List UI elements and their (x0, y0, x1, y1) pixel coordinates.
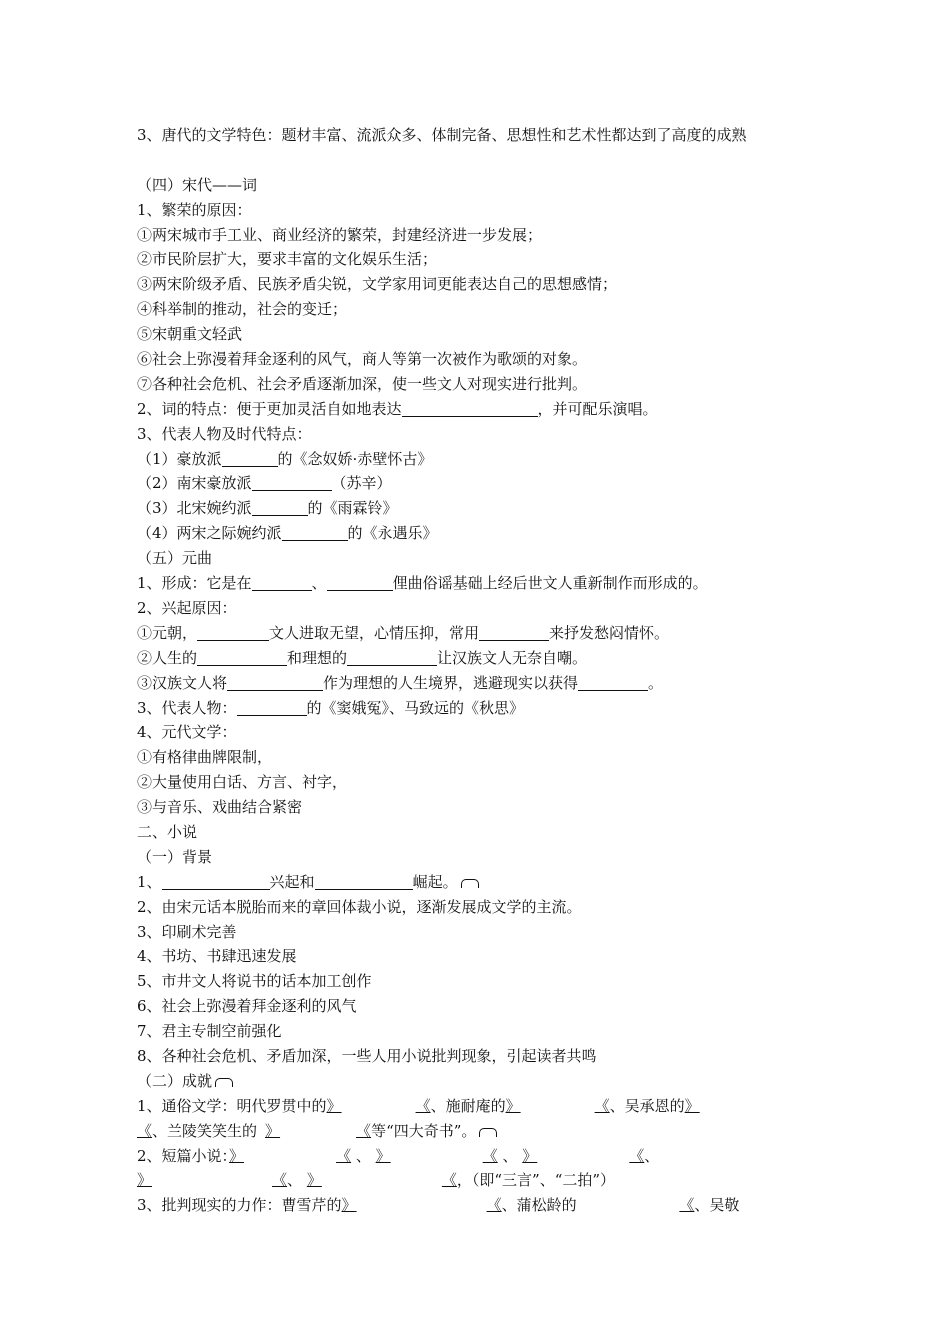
list-item: ①两宋城市手工业、商业经济的繁荣，封建经济进一步发展； (137, 225, 543, 244)
fill-blank[interactable] (237, 699, 307, 716)
text-line: 4、元代文学： (137, 723, 237, 742)
list-item: ④科举制的推动，社会的变迁； (137, 300, 348, 319)
book-title-blank-end[interactable]: 《 (137, 1121, 153, 1140)
book-title-blank[interactable]: 》 (684, 1096, 700, 1115)
book-title-blank[interactable]: 》 《 (341, 1196, 502, 1215)
text-line: 3、唐代的文学特色：题材丰富、流派众多、体制完备、思想性和艺术性都达到了高度的成熟 (137, 126, 747, 144)
fill-blank[interactable] (252, 499, 308, 516)
list-item: ③与音乐、戏曲结合紧密 (137, 798, 303, 817)
list-item: 2、短篇小说：》 《 、 》 《 、 》 《、 (137, 1146, 660, 1165)
fill-blank[interactable] (315, 873, 413, 890)
text-line: 2、词的特点：便于更加灵活自如地表达 ，并可配乐演唱。 (137, 399, 658, 418)
text-line: 1、形成：它是在 、 俚曲俗谣基础上经后世文人重新制作而形成的。 (137, 574, 708, 593)
book-title-blank[interactable]: 》 《 (137, 1171, 288, 1190)
list-item: 7、君主专制空前强化 (137, 1022, 282, 1041)
list-item: ②大量使用白话、方言、衬字， (137, 773, 348, 792)
list-item: 》 《、 》 《，（即“三言”、“二拍”） (137, 1171, 616, 1190)
book-title-blank[interactable]: 》 《 (505, 1096, 610, 1115)
fill-blank[interactable] (402, 400, 538, 417)
fill-blank[interactable] (252, 574, 312, 591)
list-item: 2、由宋元话本脱胎而来的章回体裁小说，逐渐发展成文学的主流。 (137, 897, 582, 916)
section-heading: （五）元曲 (137, 549, 213, 568)
list-item: 6、社会上弥漫着拜金逐利的风气 (137, 997, 357, 1016)
list-item: ①元朝， 文人进取无望，心情压抑，常用 来抒发愁闷情怀。 (137, 623, 670, 642)
list-item: 1、通俗文学：明代罗贯中的》 《、施耐庵的》 《、吴承恩的》 (137, 1094, 817, 1119)
list-item: 4、书坊、书肆迅速发展 (137, 947, 297, 966)
book-title-blank[interactable]: 》 《 (265, 1121, 372, 1140)
list-item: 8、各种社会危机、矛盾加深，一些人用小说批判现象，引起读者共鸣 (137, 1046, 597, 1065)
text-line: 2、兴起原因： (137, 598, 237, 617)
section-heading: （四）宋代——词 (137, 175, 258, 194)
list-item: ⑥社会上弥漫着拜金逐利的风气，商人等第一次被作为歌颂的对象。 (137, 350, 588, 369)
text-line: 1、繁荣的原因： (137, 200, 252, 219)
list-item: 5、市井文人将说书的话本加工创作 (137, 972, 372, 991)
list-item: ②市民阶层扩大，要求丰富的文化娱乐生活； (137, 250, 438, 269)
fill-blank[interactable] (227, 674, 323, 691)
fill-blank[interactable] (578, 674, 648, 691)
list-item: 3、印刷术完善 (137, 922, 237, 941)
section-heading: （一）背景 (137, 847, 213, 866)
section-heading: （二）成就 (137, 1069, 817, 1094)
book-title-blank[interactable]: 》 《 (326, 1096, 431, 1115)
list-item: ③两宋阶级矛盾、民族矛盾尖锐，文学家用词更能表达自己的思想感情； (137, 275, 618, 294)
edit-mark-icon (215, 1078, 233, 1087)
book-title-blank[interactable]: 》 《 (306, 1171, 457, 1190)
fill-blank[interactable] (162, 873, 270, 890)
list-item: ①有格律曲牌限制， (137, 748, 273, 767)
book-title-blank[interactable]: 《 (679, 1196, 695, 1215)
list-item: ⑦各种社会危机、社会矛盾逐渐加深，使一些文人对现实进行批判。 (137, 374, 588, 393)
list-item: ⑤宋朝重文轻武 (137, 325, 243, 344)
fill-blank[interactable] (327, 574, 393, 591)
fill-blank[interactable] (282, 524, 348, 541)
edit-mark-icon (461, 879, 479, 888)
list-item: （3）北宋婉约派 的《雨霖铃》 (137, 499, 398, 518)
list-item: ②人生的 和理想的 让汉族文人无奈自嘲。 (137, 648, 588, 667)
document-page (137, 123, 817, 1218)
fill-blank[interactable] (197, 624, 269, 641)
book-title-blank[interactable]: 》 《 (229, 1146, 352, 1165)
list-item: （2）南宋豪放派 （苏辛） (137, 474, 392, 493)
list-item: 3、批判现实的力作：曹雪芹的》 《、蒲松龄的 《、吴敬 (137, 1196, 740, 1215)
list-item: （4）两宋之际婉约派 的《永遇乐》 (137, 524, 438, 543)
text-line: 3、代表人物： 的《窦娥冤》、马致远的《秋思》 (137, 698, 525, 717)
fill-blank[interactable] (347, 649, 437, 666)
fill-blank[interactable] (197, 649, 287, 666)
fill-blank[interactable] (479, 624, 549, 641)
list-item: 1、 兴起和 崛起。 (137, 870, 817, 895)
book-title-blank[interactable]: 》 《 (375, 1146, 498, 1165)
list-item: 《、兰陵笑笑生的 》 《等“四大奇书”。 (137, 1119, 817, 1144)
list-item: （1）豪放派 的《念奴娇·赤壁怀古》 (137, 449, 433, 468)
fill-blank[interactable] (252, 474, 332, 491)
text-line: 3、代表人物及时代特点： (137, 424, 312, 443)
edit-mark-icon (479, 1128, 497, 1137)
book-title-blank[interactable]: 》 《 (522, 1146, 645, 1165)
fill-blank[interactable] (222, 450, 278, 467)
list-item: ③汉族文人将 作为理想的人生境界，逃避现实以获得 。 (137, 673, 664, 692)
section-heading: 二、小说 (137, 822, 198, 841)
